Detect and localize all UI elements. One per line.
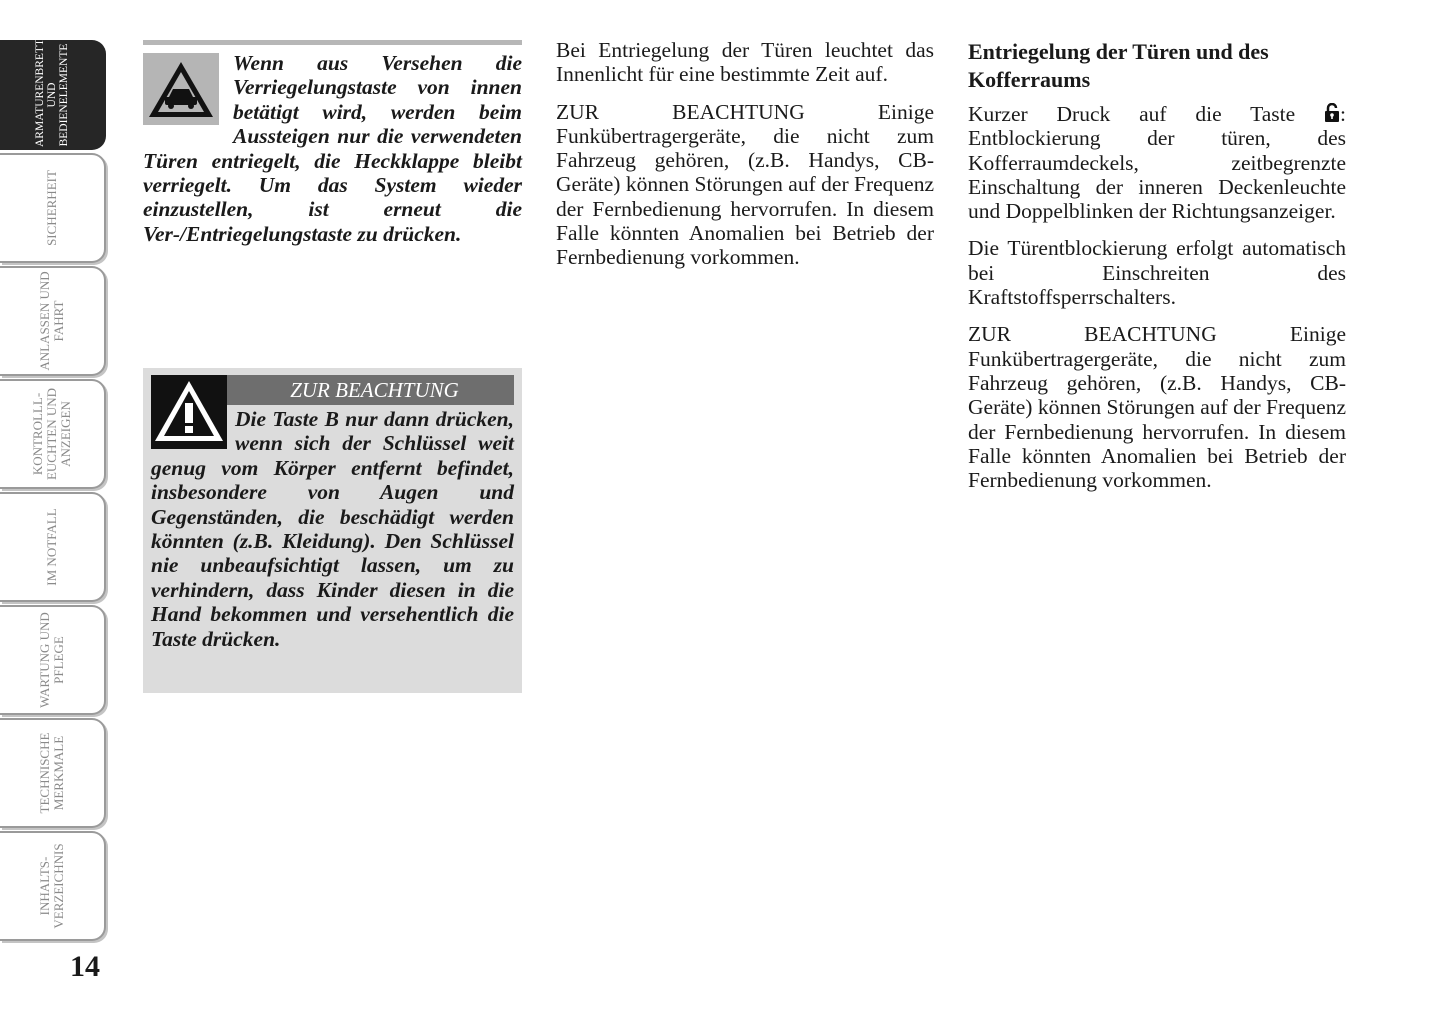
- text-column-middle: [556, 38, 934, 283]
- tab-label: INHALTS- VERZEICHNIS: [37, 843, 66, 929]
- tab-sicherheit[interactable]: [0, 153, 106, 263]
- tab-label: SICHERHEIT: [44, 170, 59, 246]
- paragraph: ZUR BEACHTUNG Einige Funkübertragergeräte, die nicht zum Fahrzeug gehören, (z.B. Handys, CB-Geräte) können Störungen auf der Frequenz der Fernbedienung hervorrufen. In diesem Falle könnten Anomalien bei Betrieb der Fernbedienung vorkommen.: [968, 322, 1346, 493]
- tab-label: IM NOTFALL: [44, 508, 59, 586]
- caution-text: Die Taste B nur dann drücken, wenn sich der Schlüssel weit genug vom Körper entfernt befindet, insbesondere von Augen und Gegenständen, die beschädigt werden könnten (z.B. Kleidung). Den Schlüssel nie unbeaufsichtigt lassen, um zu verhindern, dass Kinder diesen in die Hand bekommen und versehentlich die Taste drücken.: [151, 407, 514, 651]
- caution-box: [143, 368, 522, 693]
- unlock-icon: [1324, 103, 1340, 123]
- warning-note-text: Wenn aus Versehen die Verriegelungstaste von innen betätigt wird, werden beim Aussteigen nur die verwendeten Türen entriegelt, die Heckklappe bleibt verriegelt. Um das System wieder einzustellen, ist erneut die Ver-/Entriegelungstaste zu drücken.: [143, 51, 522, 246]
- car-warning-icon: [143, 53, 219, 125]
- tab-inhaltsverzeichnis[interactable]: [0, 831, 106, 941]
- tab-label: ARMATURENBRETT UND BEDIENELEMENTE: [34, 39, 70, 147]
- tab-label: TECHNISCHE MERKMALE: [37, 732, 66, 814]
- tab-im-notfall[interactable]: [0, 492, 106, 602]
- text-column-right: [968, 38, 1346, 505]
- tab-wartung-und-pflege[interactable]: [0, 605, 106, 715]
- exclamation-warning-icon: [151, 375, 227, 449]
- paragraph: ZUR BEACHTUNG Einige Funkübertragergeräte, die nicht zum Fahrzeug gehören, (z.B. Handys, CB-Geräte) können Störungen auf der Frequenz der Fernbedienung hervorrufen. In diesem Falle könnten Anomalien bei Betrieb der Fernbedienung vorkommen.: [556, 99, 934, 270]
- caution-header: ZUR BEACHTUNG: [151, 375, 514, 405]
- page-number: 14: [70, 950, 100, 983]
- paragraph-text: : Entblockierung der türen, des Kofferraumdeckels, zeitbegrenzte Einschaltung der inneren Deckenleuchte und Doppelblinken der Richtungsanzeiger.: [968, 102, 1346, 224]
- divider: [143, 40, 522, 45]
- paragraph: [968, 102, 1346, 223]
- warning-note-box: [143, 40, 522, 246]
- tab-label: ANLASSEN UND FAHRT: [37, 271, 66, 371]
- tab-label: WARTUNG UND PFLEGE: [37, 612, 66, 708]
- tab-armaturenbrett[interactable]: [0, 40, 106, 150]
- tab-technische-merkmale[interactable]: [0, 718, 106, 828]
- tab-label: KONTROLLL- EUCHTEN UND ANZEIGEN: [30, 387, 73, 481]
- section-heading: Entriegelung der Türen und des Kofferraums: [968, 39, 1269, 92]
- paragraph: Bei Entriegelung der Türen leuchtet das Innenlicht für eine bestimmte Zeit auf.: [556, 38, 934, 87]
- tab-anlassen-und-fahrt[interactable]: [0, 266, 106, 376]
- paragraph-text: Kurzer Druck auf die Taste: [968, 102, 1325, 126]
- tab-kontrollleuchten[interactable]: [0, 379, 106, 489]
- paragraph: Die Türentblockierung erfolgt automatisch bei Einschreiten des Kraftstoffsperrschalters.: [968, 236, 1346, 310]
